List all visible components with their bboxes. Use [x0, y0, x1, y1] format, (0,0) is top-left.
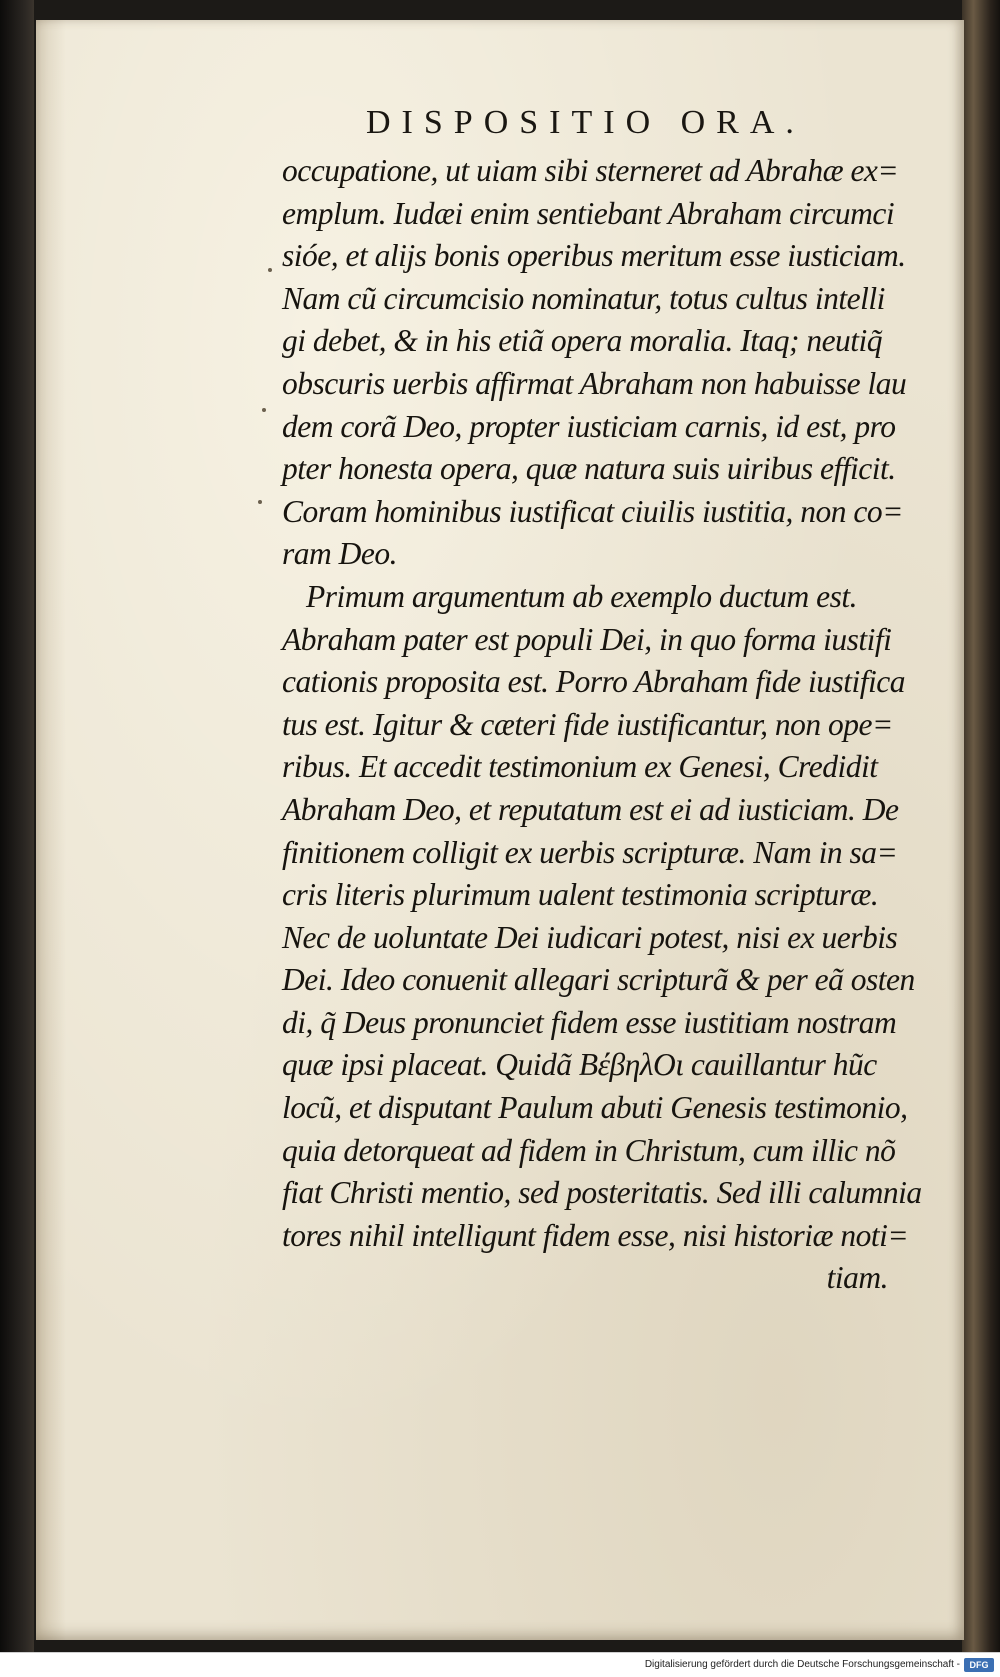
text-line: di, q̃ Deus pronunciet fidem esse iustitiam nostram: [282, 1004, 897, 1040]
text-line: quia detorqueat ad fidem in Christum, cum illic nõ: [282, 1132, 896, 1168]
footer-credit: Digitalisierung gefördert durch die Deutsche Forschungsgemeinschaft -: [644, 1659, 960, 1670]
text-line: cris literis plurimum ualent testimonia scripturæ.: [282, 877, 879, 913]
margin-mark: [258, 500, 262, 504]
text-line: ram Deo.: [282, 536, 397, 572]
footer-bar: [0, 1652, 1000, 1677]
text-line: tores nihil intelligunt fidem esse, nisi historiæ noti=: [282, 1217, 909, 1253]
text-line: dem corã Deo, propter iusticiam carnis, id est, pro: [282, 408, 896, 444]
catchword: tiam.: [826, 1260, 888, 1296]
text-line: Abraham Deo, et reputatum est ei ad iusticiam. De: [282, 791, 899, 827]
text-line: Abraham pater est populi Dei, in quo forma iustifi: [282, 621, 892, 657]
text-line: tus est. Igitur & cæteri fide iustificantur, non ope=: [282, 706, 893, 742]
text-line: sióe, et alijs bonis operibus meritum esse iusticiam.: [282, 238, 906, 274]
margin-mark: [268, 268, 272, 272]
text-line: gi debet, & in his etiã opera moralia. Itaq; neutiq̃: [282, 323, 883, 359]
margin-mark: [262, 408, 266, 412]
book-spine-edge: [0, 0, 34, 1652]
page-fore-edge: [962, 0, 1000, 1652]
text-line: cationis proposita est. Porro Abraham fide iustifica: [282, 664, 905, 700]
text-line: quæ ipsi placeat. Quidã ΒέβηλΟι cauillantur hũc: [282, 1047, 877, 1083]
text-line: Dei. Ideo conuenit allegari scripturã & per eã osten: [282, 962, 915, 998]
dfg-logo: DFG: [964, 1658, 994, 1672]
text-line: Coram hominibus iustificat ciuilis iustitia, non co=: [282, 493, 903, 529]
running-header: DISPOSITIO ORA.: [366, 104, 805, 141]
text-line: Nam cũ circumcisio nominatur, totus cultus intelli: [282, 280, 885, 316]
text-line: occupatione, ut uiam sibi sterneret ad Abrahæ ex=: [282, 153, 899, 188]
text-line: locũ, et disputant Paulum abuti Genesis testimonio,: [282, 1090, 908, 1126]
text-line-paragraph-start: Primum argumentum ab exemplo ductum est.: [306, 578, 857, 614]
text-line: pter honesta opera, quæ natura suis uiribus efficit.: [282, 451, 896, 487]
text-line: Nec de uoluntate Dei iudicari potest, nisi ex uerbis: [282, 919, 898, 955]
body-text: [282, 150, 922, 1300]
text-line: obscuris uerbis affirmat Abraham non habuisse lau: [282, 365, 907, 401]
text-line: emplum. Iudæi enim sentiebant Abraham circumci: [282, 195, 895, 231]
text-line: ribus. Et accedit testimonium ex Genesi, Credidit: [282, 749, 878, 785]
text-line: finitionem colligit ex uerbis scripturæ. Nam in sa=: [282, 834, 898, 870]
text-line: fiat Christi mentio, sed posteritatis. Sed illi calumnia: [282, 1175, 922, 1211]
